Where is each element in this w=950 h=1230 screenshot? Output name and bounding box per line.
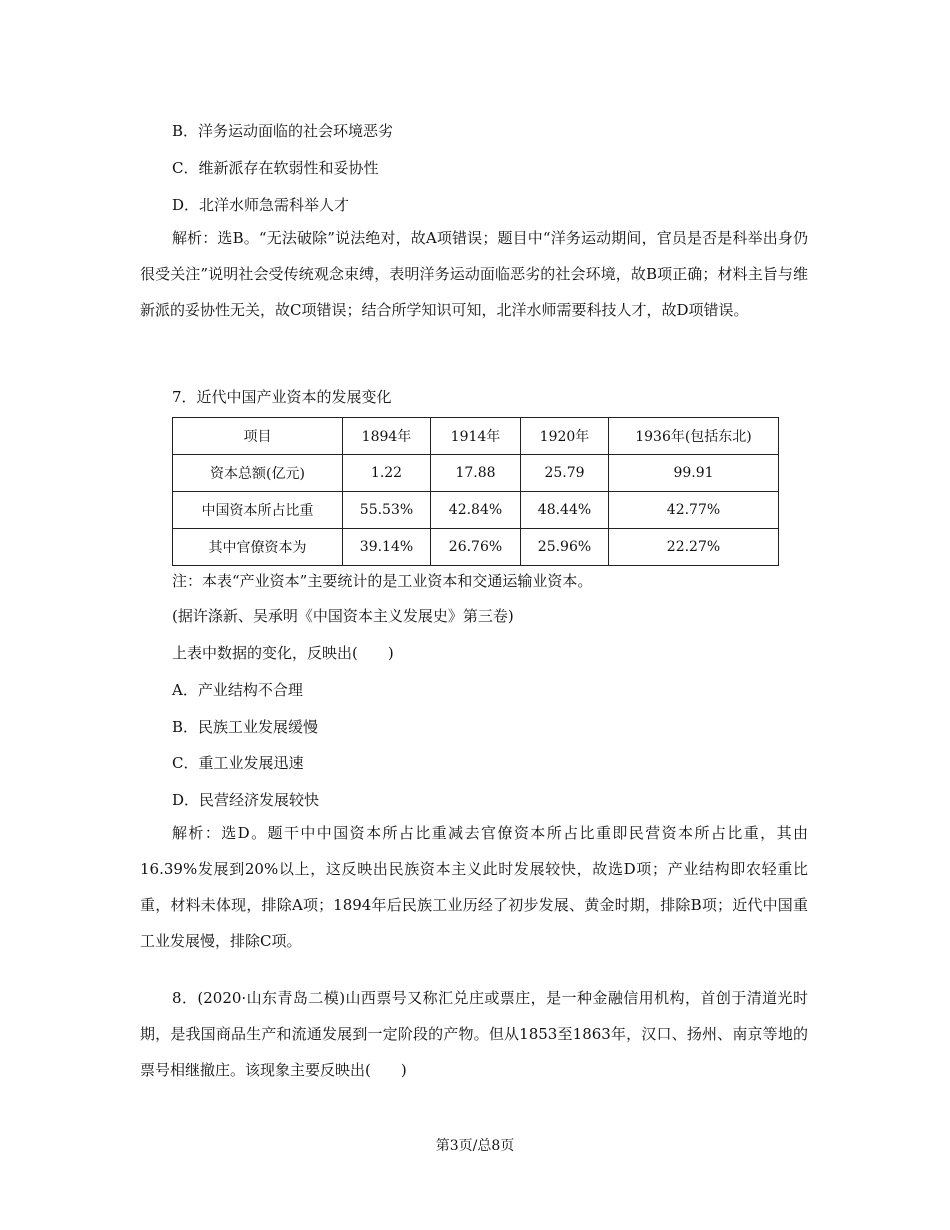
table-cell: 中国资本所占比重 (173, 492, 343, 529)
table-cell: 25.96% (521, 529, 609, 566)
table-cell: 42.77% (609, 492, 779, 529)
table-cell: 99.91 (609, 455, 779, 492)
q7-option-a: A．产业结构不合理 (172, 681, 303, 699)
table-cell: 42.84% (431, 492, 521, 529)
table-header-cell: 1894年 (343, 418, 431, 455)
capital-table (172, 417, 779, 566)
table-cell: 55.53% (343, 492, 431, 529)
table-cell: 39.14% (343, 529, 431, 566)
table-header-cell: 1936年(包括东北) (609, 418, 779, 455)
table-row (173, 529, 779, 566)
table-cell: 25.79 (521, 455, 609, 492)
analysis-q6: 解析：选B。“无法破除”说法绝对，故A项错误；题目中“洋务运动期间，官员是否是科举出身仍很受关注”说明社会受传统观念束缚，表明洋务运动面临恶劣的社会环境，故B项正确；材料主旨与维新派的妥协性无关，故C项错误；结合所学知识可知，北洋水师需要科技人才，故D项错误。 (140, 229, 808, 319)
table-row (173, 455, 779, 492)
table-header-cell: 1920年 (521, 418, 609, 455)
table-cell: 其中官僚资本为 (173, 529, 343, 566)
option-c-prev: C．维新派存在软弱性和妥协性 (172, 159, 379, 177)
q7-option-b: B．民族工业发展缓慢 (172, 718, 319, 736)
table-row (173, 492, 779, 529)
table-cell: 资本总额(亿元) (173, 455, 343, 492)
option-b-prev: B．洋务运动面临的社会环境恶劣 (172, 122, 394, 140)
table-header-cell: 1914年 (431, 418, 521, 455)
q7-question: 上表中数据的变化，反映出( ) (172, 644, 394, 662)
table-header-cell: 项目 (173, 418, 343, 455)
q8-stem: 8．(2020·山东青岛二模)山西票号又称汇兑庄或票庄，是一种金融信用机构，首创于清道光时期，是我国商品生产和流通发展到一定阶段的产物。但从1853至1863年，汉口、扬州、南京等地的票号相继撤庄。该现象主要反映出( ) (140, 989, 808, 1079)
q7-option-c: C．重工业发展迅速 (172, 754, 304, 772)
option-d-prev: D．北洋水师急需科举人才 (172, 196, 350, 214)
q7-option-d: D．民营经济发展较快 (172, 791, 320, 809)
table-note: 注：本表“产业资本”主要统计的是工业资本和交通运输业资本。 (172, 572, 593, 590)
table-cell: 17.88 (431, 455, 521, 492)
table-source: (据许涤新、吴承明《中国资本主义发展史》第三卷) (172, 607, 514, 625)
table-cell: 22.27% (609, 529, 779, 566)
table-cell: 48.44% (521, 492, 609, 529)
table-cell: 1.22 (343, 455, 431, 492)
table-header-row (173, 418, 779, 455)
table-cell: 26.76% (431, 529, 521, 566)
page-footer: 第3页/总8页 (435, 1138, 515, 1154)
analysis-q7: 解析：选D。题干中中国资本所占比重减去官僚资本所占比重即民营资本所占比重，其由16.39%发展到20%以上，这反映出民族资本主义此时发展较快，故选D项；产业结构即农轻重比重，材料未体现，排除A项；1894年后民族工业历经了初步发展、黄金时期，排除B项；近代中国重工业发展慢，排除C项。 (140, 824, 808, 950)
q7-stem: 7．近代中国产业资本的发展变化 (172, 388, 392, 406)
